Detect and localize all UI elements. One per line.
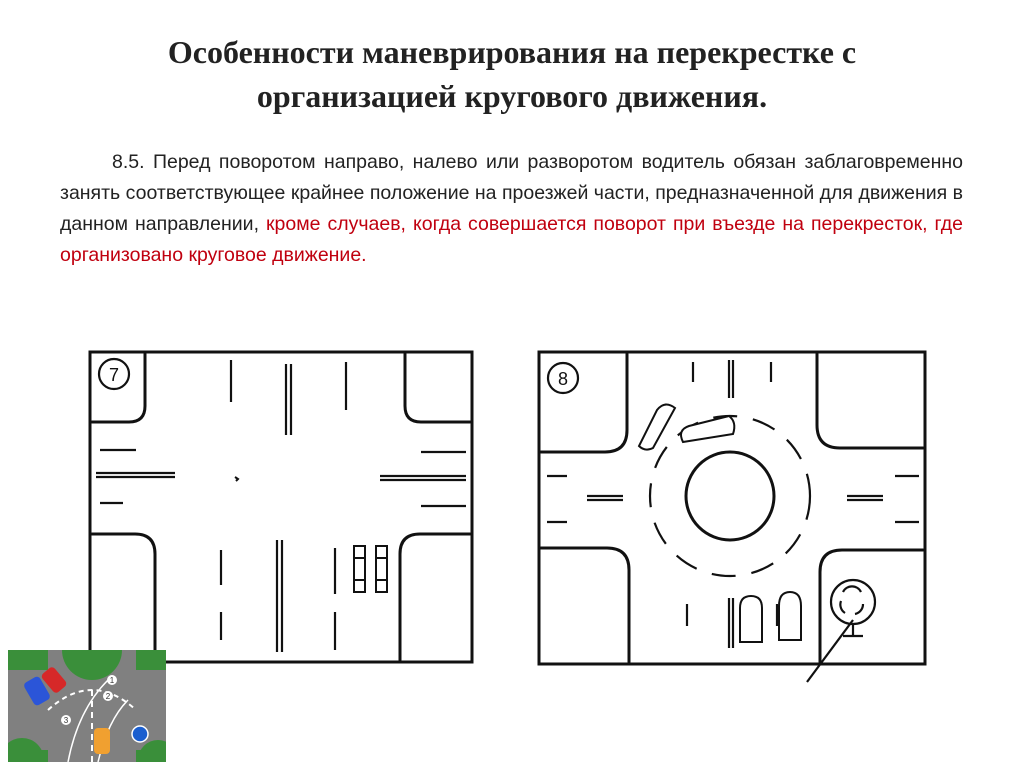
car-icon <box>94 728 110 754</box>
rule-number: 8.5. <box>112 151 145 173</box>
roundabout-diagram-8 <box>527 330 937 690</box>
rule-text: Перед поворотом направо, налево или разворотом водитель обязан заблаговременно занять соответствующее крайнее положение на проезжей части, предназначенной для движения в данном направлении, <box>60 151 963 235</box>
curb-top-left <box>541 354 627 452</box>
slide-title-line-1: Особенности маневрирования на перекрестке с <box>167 34 857 70</box>
diagram-7-cars <box>354 546 387 592</box>
car-icon <box>779 592 801 640</box>
car-icon <box>740 596 762 642</box>
diagram-7-label: 7 <box>108 365 120 385</box>
car-icon <box>681 416 734 442</box>
curb-bottom-left <box>92 534 155 660</box>
slide-title-line-2: организацией кругового движения. <box>256 78 768 114</box>
roundabout-sign-icon <box>132 726 148 742</box>
car-icon <box>639 404 675 449</box>
curb-bottom-right <box>400 534 470 660</box>
roundabout-thumbnail <box>8 650 166 762</box>
lane-label: 1 <box>109 676 115 685</box>
lane-label: 3 <box>63 716 69 725</box>
central-island <box>686 452 774 540</box>
curb-bottom-left <box>541 548 629 662</box>
diagram-8-label: 8 <box>557 369 569 389</box>
car-icon <box>376 546 387 592</box>
car-icon <box>354 546 365 592</box>
rule-exception-text: кроме случаев, когда совершается поворот при въезде на перекресток, где организовано круговое движение. <box>60 213 963 266</box>
intersection-diagram-7 <box>78 340 480 670</box>
curb-top-right <box>405 354 470 422</box>
lane-label: 2 <box>105 692 111 701</box>
slide-title <box>40 30 984 118</box>
traffic-rule-paragraph <box>60 147 963 271</box>
roundabout-sign-icon <box>831 580 875 636</box>
curb-top-right <box>817 354 923 448</box>
